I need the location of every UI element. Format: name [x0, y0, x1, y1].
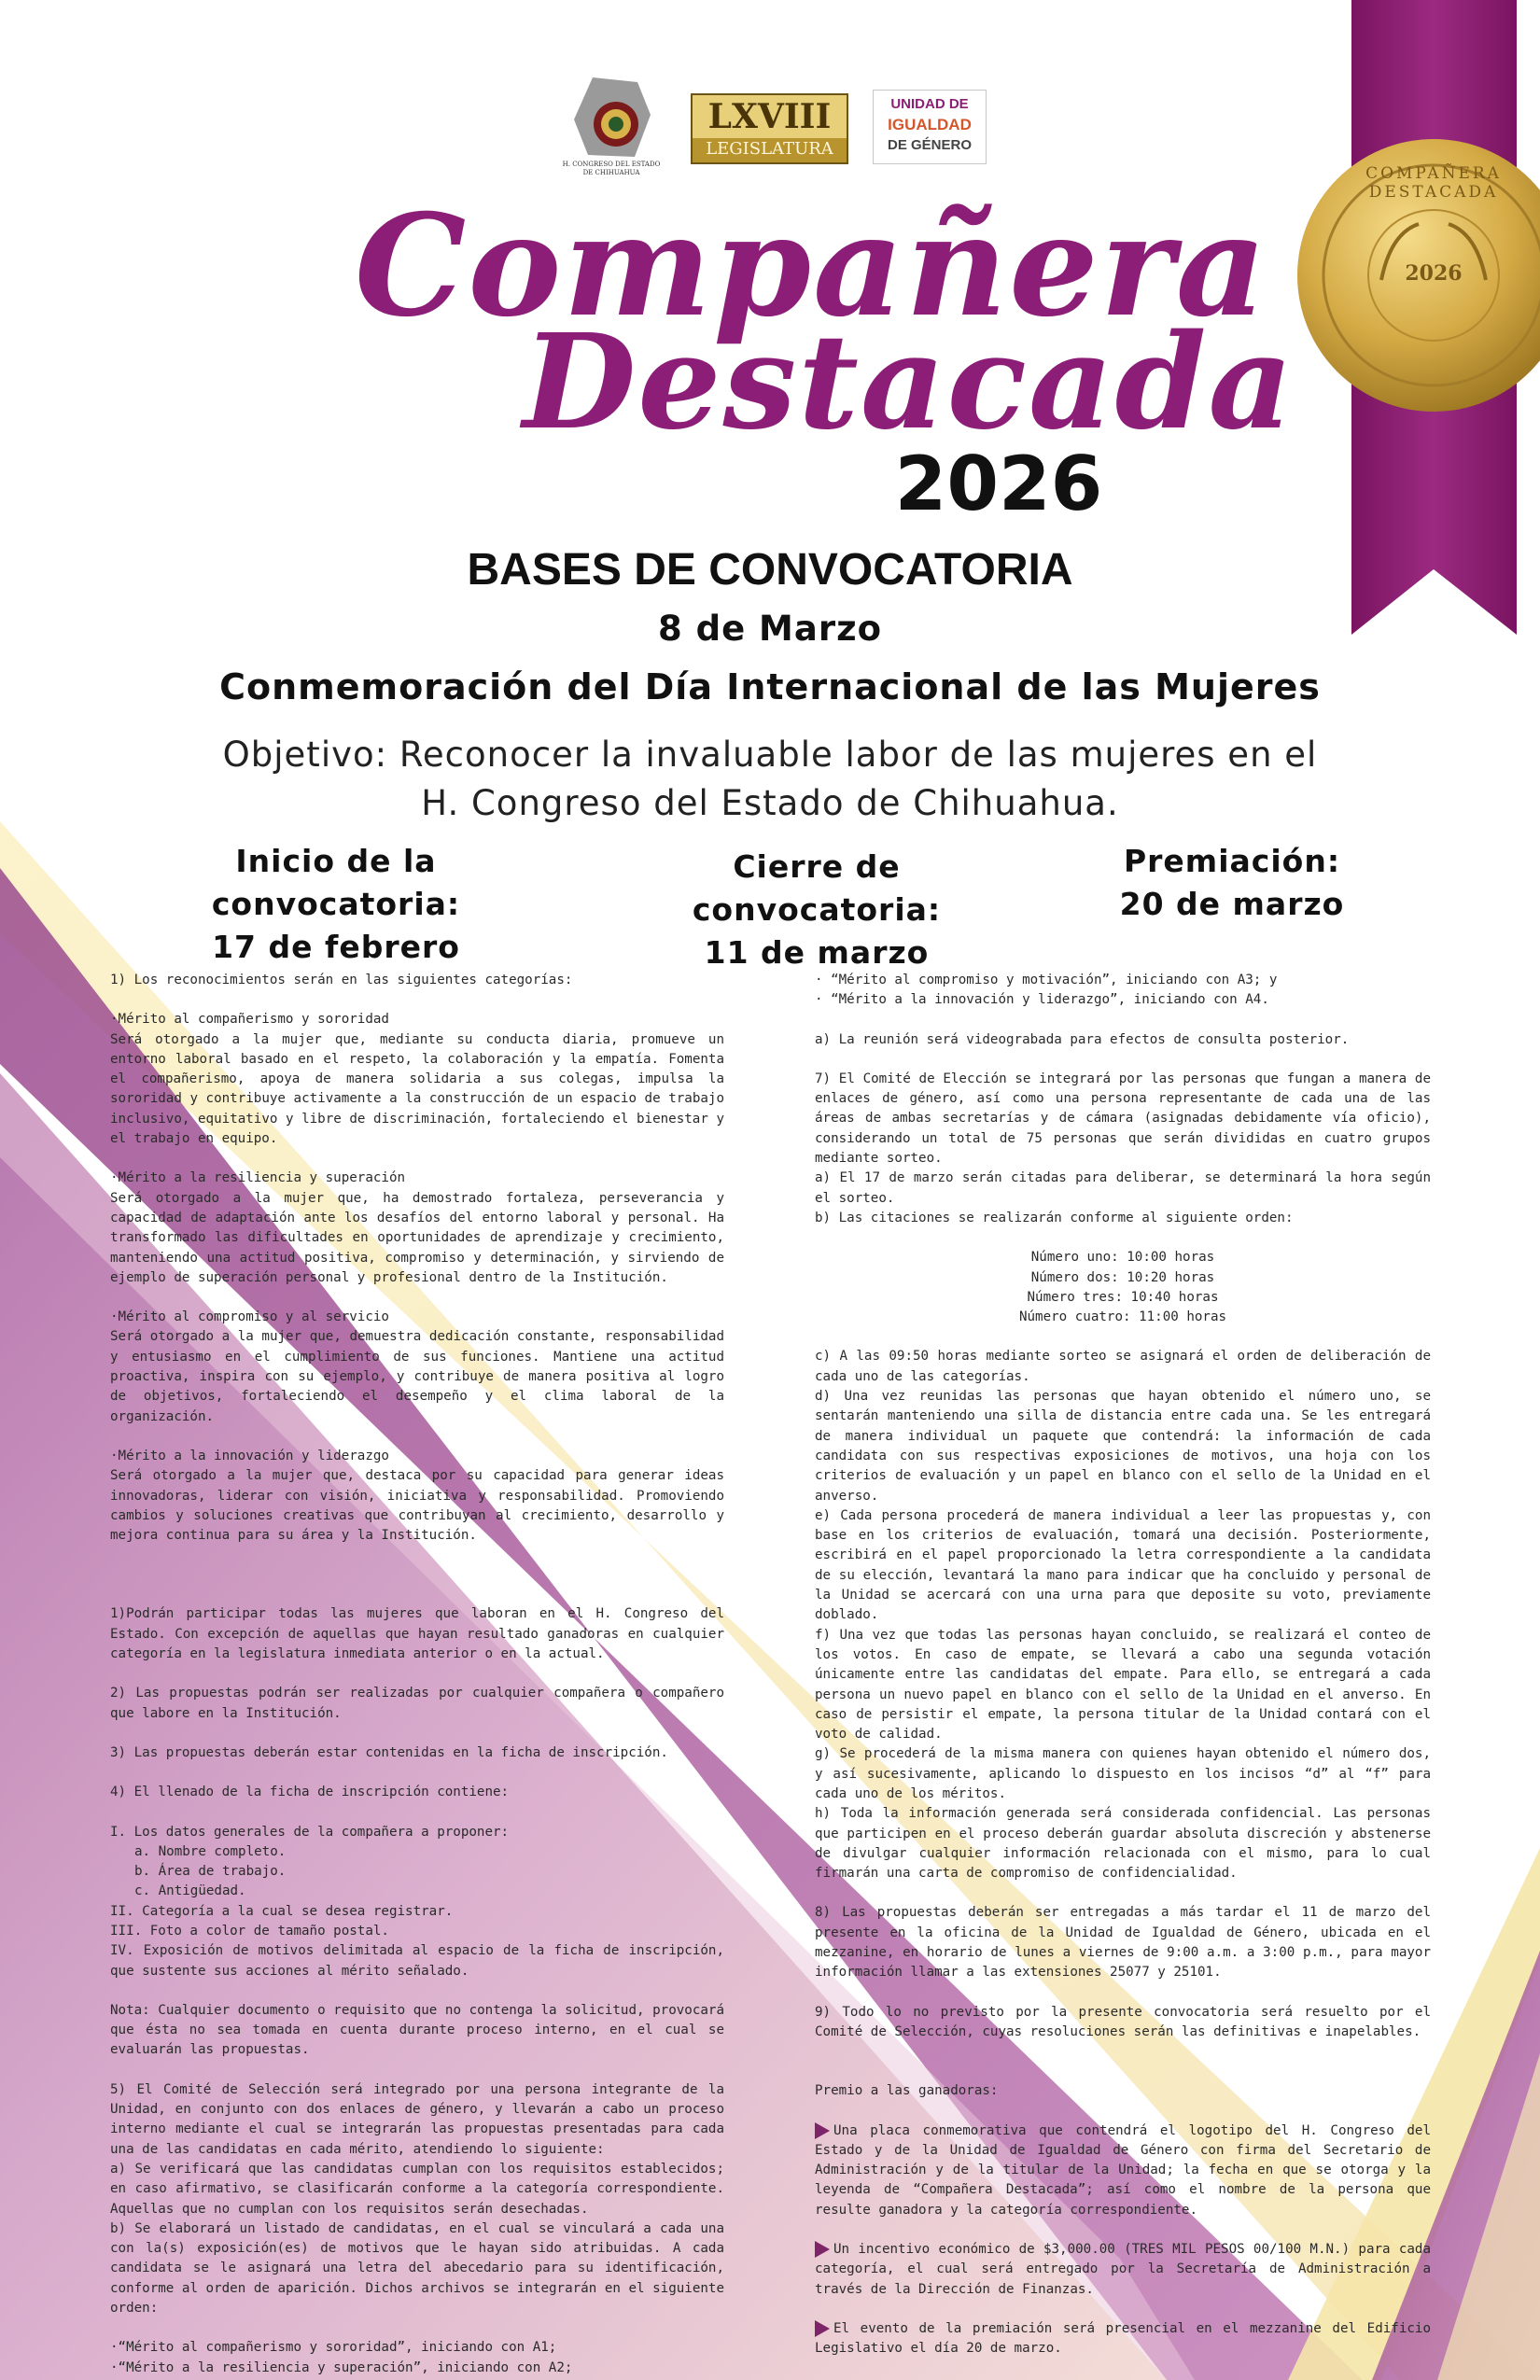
nota-text: Nota: Cualquier documento o requisito que no contenga la solicitud, provocará que ésta no sea tomada en cuenta durante proceso interno, en el cual se evaluarán las propuestas.	[110, 2002, 724, 2058]
category-title: ·Mérito al compromiso y al servicio	[110, 1309, 389, 1325]
categorias-intro: 1) Los reconocimientos serán en las siguientes categorías:	[110, 973, 573, 987]
unidad-line1: UNIDAD DE	[890, 96, 969, 112]
rule-4-ii: II. Categoría a la cual se desea registrar.	[110, 1903, 454, 1919]
unidad-igualdad-logo	[873, 90, 987, 164]
rule-4-iii: III. Foto a color de tamaño postal.	[110, 1923, 389, 1939]
rule-7-g: g) Se procederá de la misma manera con quienes hayan obtenido el número dos, y así sucesivamente, aplicando lo dispuesto en los incisos “d” al “f” para cada uno de los méritos.	[815, 1746, 1431, 1801]
rule-7-c: c) A las 09:50 horas mediante sorteo se asignará el orden de deliberación de cada uno de las categorías.	[815, 1349, 1431, 1384]
cierre-block	[607, 846, 1027, 974]
premio-item-2	[815, 2240, 1431, 2300]
premio-title: Premio a las ganadoras:	[815, 2083, 999, 2099]
rule-5-list-1: ·“Mérito al compañerismo y sororidad”, iniciando con A1;	[110, 2340, 557, 2356]
category-text: Será otorgado a la mujer que, ha demostrado fortaleza, perseverancia y capacidad de adaptación ante los desafíos del entorno laboral y personal. Ha transformado las dificultades en oportunidades de aprendizaje y crecimiento, manteniendo una actitud positiva, compromiso y determinación, y sirviendo de ejemplo de superación personal y profesional dentro de la Institución.	[110, 1190, 724, 1285]
rule-7-f: f) Una vez que todas las personas hayan concluido, se realizará el conteo de los votos. En caso de empate, se llevará a cabo una segunda votación únicamente entre las candidatas del empate. Para ello, se entregará a cada persona un nuevo papel en blanco con el sello de la Unidad en el anverso. En caso de persistir el empate, la persona titular de la Unidad contará con el voto de calidad.	[815, 1627, 1431, 1743]
medal-year: 2026	[1405, 261, 1463, 286]
unidad-line3: DE GÉNERO	[887, 137, 972, 153]
unidad-line2: IGUALDAD	[888, 116, 972, 133]
category-title: ·Mérito al compañerismo y sororidad	[110, 1012, 389, 1028]
objetivo-line1: Objetivo: Reconocer la invaluable labor de las mujeres en el	[222, 735, 1318, 775]
left-column	[110, 971, 724, 2378]
rule-5-b: b) Se elaborará un listado de candidatas, en el cual se vinculará a cada una con la(s) exposición(es) de motivos que le hayan sido atribuidas. A cada candidata se le asignará una letra del abecedario para su identificación, conforme al orden de aparición. Dichos archivos se integrarán en el siguiente orden:	[110, 2220, 724, 2317]
premiacion-label: Premiación:	[1123, 843, 1341, 879]
premio-text-2: Un incentivo económico de $3,000.00 (TRES MIL PESOS 00/100 M.N.) para cada categoría, el cual será entregado por la Secretaría de Administración a través de la Dirección de Finanzas.	[815, 2242, 1431, 2297]
objetivo-text	[0, 731, 1540, 828]
rule-7-h: h) Toda la información generada será considerada confidencial. Las personas que participen en el proceso deberán guardar absoluta discreción y abstenerse de divulgar cualquier información relacionada con el mismo, para lo cual firmarán una carta de compromiso de confidencialidad.	[815, 1806, 1431, 1882]
rule-4-iv: IV. Exposición de motivos delimitada al espacio de la ficha de inscripción, que sustente sus acciones al mérito señalado.	[110, 1943, 724, 1979]
category-text: Será otorgado a la mujer que, destaca por su capacidad para generar ideas innovadoras, liderar con visión, iniciativa y responsabilidad. Promoviendo cambios y soluciones creativas que contribuyan al crecimiento, desarrollo y mejora continua para su área y la Institución.	[110, 1468, 724, 1544]
premiacion-value: 20 de marzo	[1119, 886, 1345, 922]
rule-7-e: e) Cada persona procederá de manera individual a leer las propuestas y, con base en los criterios de evaluación, tomará una decisión. Posteriormente, escribirá en el papel proporcionado la letra correspondiente a la candidata de su elección, levantará la mano para indicar que ha concluido y personal de la Unidad se acercará con una urna para que deposite su voto, previamente doblado.	[815, 1507, 1431, 1623]
rule-4-c: c. Antigüedad.	[134, 1883, 246, 1899]
rule-4-i: I. Los datos generales de la compañera a proponer:	[110, 1824, 510, 1840]
title-line2: Destacada	[523, 306, 1295, 459]
category-text: Será otorgado a la mujer que, demuestra dedicación constante, responsabilidad y entusiasmo en el cumplimiento de sus funciones. Mantiene una actitud proactiva, inspira con su ejemplo, y contribuye de manera positiva al logro de objetivos, fortaleciendo el desempeño y el clima laboral de la organización.	[110, 1329, 724, 1424]
category-text: Será otorgado a la mujer que, mediante su conducta diaria, promueve un entorno laboral basado en el respeto, la colaboración y la empatía. Fomenta el compañerismo, apoya de manera solidaria a sus colegas, impulsa la sororidad y contribuye activamente a la construcción de un espacio de trabajo inclusivo, equitativo y libre de discriminación, fortaleciendo el bienestar y el trabajo en equipo.	[110, 1031, 724, 1147]
right-column	[815, 971, 1431, 2359]
bases-heading: BASES DE CONVOCATORIA	[467, 545, 1073, 595]
date-heading: 8 de Marzo	[657, 609, 883, 649]
rule-4: 4) El llenado de la ficha de inscripción contiene:	[110, 1785, 510, 1800]
rule-7-a: a) El 17 de marzo serán citadas para deliberar, se determinará la hora según el sorteo.	[815, 1170, 1431, 1206]
premio-text-1: Una placa conmemorativa que contendrá el logotipo del H. Congreso del Estado y de la Unidad de Igualdad de Género con firma del Secretario de Administración y de la titular de la Unidad; la fecha en que se otorga y la leyenda de “Compañera Destacada”; así como el nombre de la persona que resulte ganadora y la categoría correspondiente.	[815, 2122, 1431, 2218]
rule-5-list-2: ·“Mérito a la resiliencia y superación”, iniciando con A2;	[110, 2359, 573, 2375]
inicio-label: Inicio de la convocatoria:	[211, 843, 461, 922]
premiacion-block	[1092, 840, 1372, 926]
premio-item-1	[815, 2121, 1431, 2220]
objetivo-line2: H. Congreso del Estado de Chihuahua.	[421, 783, 1119, 823]
title-line1: Compañera	[355, 184, 1268, 348]
inicio-block	[112, 840, 560, 969]
rule-4-a: a. Nombre completo.	[134, 1843, 287, 1859]
premio-text-3: El evento de la premiación será presencial en el mezzanine del Edificio Legislativo el día 20 de marzo.	[815, 2320, 1431, 2357]
rule-1: 1)Podrán participar todas las mujeres que laboran en el H. Congreso del Estado. Con excepción de aquellas que hayan resultado ganadoras en cualquier categoría en la legislatura inmediata anterior o en la actual.	[110, 1606, 724, 1662]
rule-5-list-3: · “Mérito al compromiso y motivación”, iniciando con A3; y	[815, 973, 1278, 987]
medal-ring-text: COMPAÑERA DESTACADA	[1365, 164, 1502, 202]
arrow-bullet-icon	[815, 2320, 830, 2337]
schedule-3: Número tres: 10:40 horas	[1027, 1289, 1219, 1305]
legislatura-numeral: LXVIII	[693, 95, 847, 138]
premio-item-3	[815, 2319, 1431, 2359]
rule-7: 7) El Comité de Elección se integrará por las personas que fungan a manera de enlaces de género, así como una persona representante de cada una de las áreas de ambas secretarías y de cámara (asignadas debidamente vía oficio), considerando un total de 75 personas que serán divididas en cuatro grupos mediante sorteo.	[815, 1071, 1431, 1167]
title-year: 2026	[894, 441, 1103, 527]
arrow-bullet-icon	[815, 2122, 830, 2139]
rule-5: 5) El Comité de Selección será integrado por una persona integrante de la Unidad, en conjunto con dos enlaces de género, y llevarán a cabo un proceso interno mediante el cual se integrarán las propuestas presentadas para cada una de las candidatas en cada mérito, atendiendo lo siguiente:	[110, 2081, 724, 2157]
category-title: ·Mérito a la innovación y liderazgo	[110, 1448, 389, 1463]
rule-9: 9) Todo lo no previsto por la presente convocatoria será resuelto por el Comité de Selección, cuyas resoluciones serán las definitivas e inapelables.	[815, 2004, 1431, 2039]
rule-5-list-4: · “Mérito a la innovación y liderazgo”, iniciando con A4.	[815, 992, 1269, 1008]
rule-4-b: b. Área de trabajo.	[134, 1864, 287, 1880]
schedule-1: Número uno: 10:00 horas	[1030, 1250, 1215, 1266]
legislatura-logo	[691, 93, 848, 164]
rule-2: 2) Las propuestas podrán ser realizadas por cualquier compañera o compañero que labore en la Institución.	[110, 1686, 724, 1721]
congreso-caption: H. CONGRESO DEL ESTADO DE CHIHUAHUA	[562, 161, 661, 176]
arrow-bullet-icon	[815, 2241, 830, 2258]
schedule-4: Número cuatro: 11:00 horas	[1018, 1309, 1227, 1325]
rule-6-a: a) La reunión será videograbada para efectos de consulta posterior.	[815, 1031, 1350, 1047]
inicio-value: 17 de febrero	[212, 929, 460, 965]
rule-7-d: d) Una vez reunidas las personas que hayan obtenido el número uno, se sentarán manteniendo una silla de distancia entre cada una. Se les entregará de manera individual un paquete que contendrá: la información de cada candidata con sus respectivas exposiciones de motivos, una hoja con los criterios de evaluación y un papel en blanco con el sello de la Unidad en el anverso.	[815, 1389, 1431, 1504]
rule-8: 8) Las propuestas deberán ser entregadas a más tardar el 11 de marzo del presente en la oficina de la Unidad de Igualdad de Género, ubicada en el mezzanine, en horario de lunes a viernes de 9:00 a.m. a 3:00 p.m., para mayor información llamar a las extensiones 25077 y 25101.	[815, 1905, 1431, 1981]
cierre-label: Cierre de convocatoria:	[692, 848, 942, 928]
rule-3: 3) Las propuestas deberán estar contenidas en la ficha de inscripción.	[110, 1744, 668, 1760]
conmemoracion-heading: Conmemoración del Día Internacional de las Mujeres	[219, 666, 1321, 707]
category-title: ·Mérito a la resiliencia y superación	[110, 1170, 406, 1186]
rule-5-a: a) Se verificará que las candidatas cumplan con los requisitos establecidos; en caso afirmativo, se clasificarán conforme a la categoría correspondiente. Aquellas que no cumplan con los requisitos serán desechadas.	[110, 2161, 724, 2217]
rule-7-b: b) Las citaciones se realizarán conforme al siguiente orden:	[815, 1210, 1294, 1225]
legislatura-word: LEGISLATURA	[706, 139, 833, 159]
congreso-shield-icon	[565, 73, 658, 161]
schedule-2: Número dos: 10:20 horas	[1030, 1269, 1215, 1285]
cierre-value: 11 de marzo	[704, 934, 930, 971]
congreso-logo	[562, 73, 661, 176]
